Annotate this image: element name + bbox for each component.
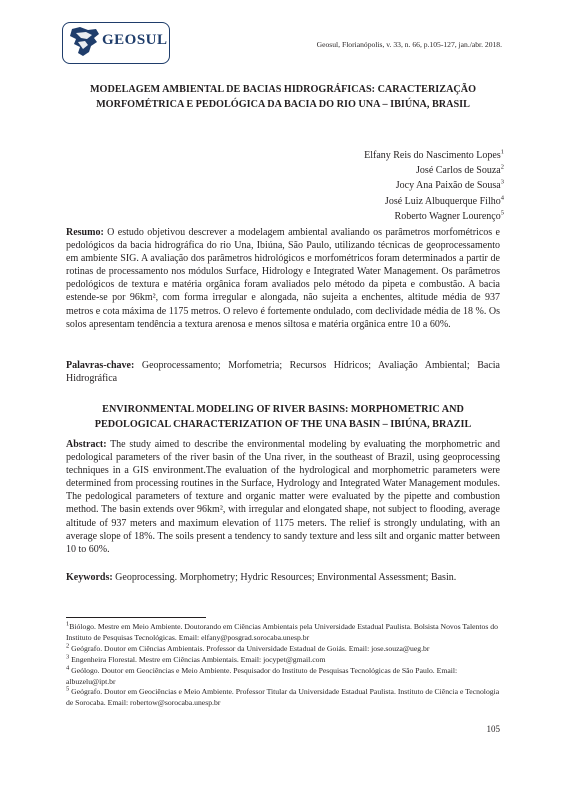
footnote-mark: 4 (500, 194, 504, 202)
article-title-pt: MODELAGEM AMBIENTAL DE BACIAS HIDROGRÁFICAS: CARACTERIZAÇÃO MORFOMÉTRICA E PEDOLÓGICA DA BACIA DO RIO UNA – IBIÚNA, BRASIL (89, 84, 477, 110)
keywords-label: Keywords: (66, 572, 113, 583)
footnote (66, 666, 502, 688)
author-line (364, 148, 504, 163)
article-title-en: ENVIRONMENTAL MODELING OF RIVER BASINS: MORPHOMETRIC AND PEDOLOGICAL CHARACTERIZATION OF THE UNA BASIN – IBIÚNA, BRAZIL (94, 404, 472, 430)
footnote-mark: 1 (66, 620, 70, 628)
footnote-text: Geógrafo. Doutor em Ciências Ambientais. Professor da Universidade Estadual de Goiás. Email: jose.souza@ueg.br (69, 643, 430, 653)
keywords-text: Geoprocessing. Morphometry; Hydric Resources; Environmental Assessment; Basin. (112, 572, 457, 583)
author-line (364, 209, 504, 224)
abstract-text: The study aimed to describe the environmental modeling by evaluating the morphometric and pedological parameters of the river basin of the Una river, in the southeast of Brazil, using geoprocessing techniques in a GIS environment.The evaluation of the hydrological and morphometric parameters were determined from processing routines in the Surface, Hydrology and Integrated Water Management modules. The pedological parameters of texture and organic matter were evaluated by the pipette and combustion method. The basin extends over 96km², with irregular and elongated shape, not subject to flooding, average altitude of 937 meters and maximum elevation of 1175 meters. The relief is strongly undulating, with an average slope of 18%. The soils present a tendency to sandy texture and less silt and organic matter between 10 to 60%. (66, 439, 500, 555)
page-number: 105 (486, 724, 500, 734)
author-name: José Carlos de Souza (416, 165, 501, 177)
author-name: Elfany Reis do Nascimento Lopes (364, 150, 501, 161)
footnotes (66, 622, 502, 709)
footnote-mark: 1 (500, 148, 504, 156)
footnote-divider (66, 617, 206, 618)
keywords-paragraph (66, 571, 500, 584)
palavras-chave-paragraph (66, 359, 500, 385)
palavras-chave-text: Geoprocessamento; Morfometria; Recursos Hídricos; Avaliação Ambiental; Bacia Hidrográfica (66, 360, 500, 385)
south-brazil-map-icon (66, 25, 102, 59)
palavras-chave-label: Palavras-chave: (66, 360, 135, 371)
footnote-mark: 5 (500, 209, 504, 217)
author-name: Roberto Wagner Lourenço (394, 210, 501, 222)
footnote-mark: 4 (66, 664, 70, 672)
footnote-mark: 3 (500, 179, 504, 187)
author-name: José Luiz Albuquerque Filho (384, 195, 501, 207)
footnote (66, 655, 502, 666)
footnote-text: Geólogo. Doutor em Geociências e Meio Ambiente. Pesquisador do Instituto de Pesquisas Tecnológicas de São Paulo. Email: albuzelu@ipt.br (66, 665, 458, 686)
footnote-mark: 2 (66, 642, 70, 650)
footnote (66, 644, 502, 655)
journal-reference: Geosul, Florianópolis, v. 33, n. 66, p.105-127, jan./abr. 2018. (316, 40, 502, 49)
footnote (66, 622, 502, 644)
footnote-mark: 2 (500, 163, 504, 171)
abstract-label: Abstract: (66, 439, 107, 450)
footnote-mark: 3 (66, 653, 70, 661)
author-name: Jocy Ana Paixão de Sousa (395, 180, 501, 192)
resumo-label: Resumo: (66, 227, 104, 238)
footnote-text: Engenheira Florestal. Mestre em Ciências Ambientais. Email: jocypet@gmail.com (69, 654, 326, 664)
author-line (364, 178, 504, 193)
footnote-text: Biólogo. Mestre em Meio Ambiente. Doutorando em Ciências Ambientais pela Universidade Estadual Paulista. Bolsista Novos Talentos do Instituto de Pesquisas Tecnológicas. Email: elfany@posgrad.sorocaba.unesp.br (66, 622, 498, 642)
author-list (364, 148, 504, 224)
logo-text: GEOSUL (102, 32, 168, 48)
resumo-text: O estudo objetivou descrever a modelagem ambiental avaliando os parâmetros morfométricos e pedológicos da bacia hidrográfica do rio Una, Ibiúna, São Paulo, utilizando técnicas de geoprocessamento em ambiente SIG. A avaliação dos parâmetros hidrológicos e morfométricos foram determinados a partir de rotinas de processamento nos módulos Surface, Hidrology e Integrated Water Management. Os parâmetros pedológicos de textura e matéria orgânica foram avaliados pelo método da pipeta e combustão. A bacia estende-se por 96km², com forma irregular e alongada, não sujeita a enchentes, altitude média de 937 metros e cota máxima de 1175 metros. O relevo é fortemente ondulado, com declividade média de 18 %. Os solos apresentam tendência a textura arenosa e menos siltosa e matéria orgânica entre 10 a 60%. (66, 227, 500, 330)
author-line (364, 194, 504, 209)
footnote-text: Geógrafo. Doutor em Geociências e Meio Ambiente. Professor Titular da Universidade Estadual Paulista. Instituto de Ciência e Tecnologia de Sorocaba. Email: robertow@sorocaba.unesp.br (66, 687, 500, 708)
author-line (364, 163, 504, 178)
footnote (66, 687, 502, 709)
geosul-logo (62, 22, 170, 64)
footnote-mark: 5 (66, 685, 70, 693)
resumo-paragraph (66, 226, 500, 331)
abstract-paragraph (66, 438, 500, 556)
